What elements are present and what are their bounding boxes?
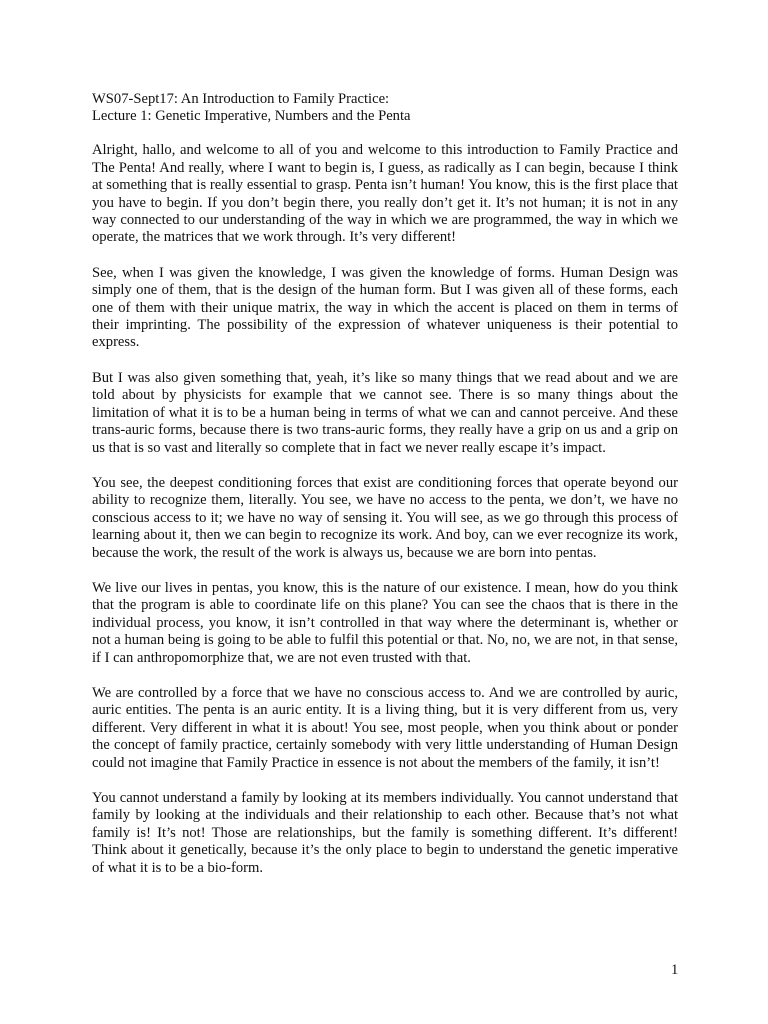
- document-header-line-1: WS07-Sept17: An Introduction to Family Practice:: [92, 91, 390, 107]
- document-page: [92, 91, 678, 877]
- document-header-line-2: Lecture 1: Genetic Imperative, Numbers and the Penta: [92, 108, 411, 125]
- paragraph-7: You cannot understand a family by looking at its members individually. You cannot understand that family by looking at the individuals and their relationship to each other. Because that’s not what family is! It’s not! Those are relationships, but the family is something different. It’s different! Think about it genetically, because it’s the only place to begin to understand the genetic imperative of what it is to be a bio-form.: [92, 790, 678, 876]
- paragraph-6: We are controlled by a force that we have no conscious access to. And we are controlled by auric, auric entities. The penta is an auric entity. It is a living thing, but it is very different from us, very different. Very different in what it is about! You see, most people, when you think about or ponder the concept of family practice, certainly somebody with very little understanding of Human Design could not imagine that Family Practice in essence is not about the members of the family, it isn’t!: [92, 684, 678, 771]
- page-number: 1: [671, 962, 679, 978]
- spacer: [92, 352, 678, 370]
- spacer: [92, 562, 678, 580]
- spacer: [92, 667, 678, 685]
- spacer: [92, 772, 678, 790]
- paragraph-1: Alright, hallo, and welcome to all of you and welcome to this introduction to Family Practice and The Penta! And really, where I want to begin is, I guess, as radically as I can begin, because I think at something that is really essential to grasp. Penta isn’t human! You know, this is the first place that you have to begin. If you don’t begin there, you really don’t get it. It’s not human; it is not in any way connected to our understanding of the way in which we are programmed, the way in which we operate, the matrices that we work through. It’s very different!: [92, 142, 678, 246]
- paragraph-4: You see, the deepest conditioning forces that exist are conditioning forces that operate beyond our ability to recognize them, literally. You see, we have no access to the penta, we don’t, we have no conscious access to it; we have no way of sensing it. You will see, as we go through this process of learning about it, then we can begin to recognize its work. And boy, can we ever recognize its work, because the work, the result of the work is always us, because we are born into pentas.: [92, 474, 678, 561]
- paragraph-5: We live our lives in pentas, you know, this is the nature of our existence. I mean, how do you think that the program is able to coordinate life on this plane? You can see the chaos that is there in the individual process, you know, it isn’t controlled in that way where the determinant is, whether or not a human being is going to be able to fulfil this potential or that. No, no, we are not, in that sense, if I can anthropomorphize that, we are not even trusted with that.: [92, 579, 678, 666]
- spacer: [92, 125, 678, 142]
- paragraph-2: See, when I was given the knowledge, I was given the knowledge of forms. Human Design was simply one of them, that is the design of the human form. But I was given all of these forms, each one of them with their unique matrix, the way in which the accent is placed on them in terms of their imprinting. The possibility of the expression of whatever uniqueness is their potential to express.: [92, 264, 678, 351]
- spacer: [92, 247, 678, 265]
- paragraph-3: But I was also given something that, yeah, it’s like so many things that we read about and we are told about by physicists for example that we cannot see. There is so many things about the limitation of what it is to be a human being in terms of what we can and cannot perceive. And these trans-auric forms, because there is two trans-auric forms, they really have a grip on us and a grip on us that is so vast and literally so complete that in fact we never really escape it’s impact.: [92, 369, 678, 456]
- spacer: [92, 457, 678, 475]
